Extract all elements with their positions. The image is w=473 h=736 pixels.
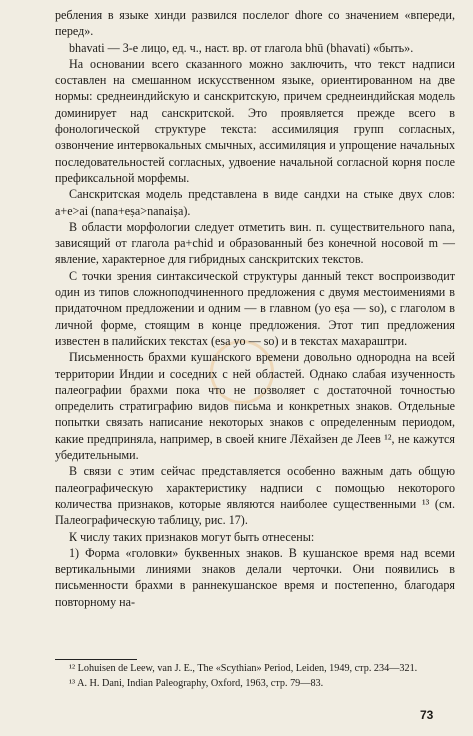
footnote: ¹³ A. H. Dani, Indian Paleography, Oxford, 1963, стр. 79—83. xyxy=(69,677,324,689)
paragraph: bhavati — 3-е лицо, ед. ч., наст. вр. от глагола bhū (bhavati) «быть». xyxy=(69,40,414,55)
paragraph: 1) Форма «головки» буквенных знаков. В кушанское время над всеми вертикальными линиями знаков делали черточки. Они появились в письменности брахми в раннекушанское время и постепенно, благодаря повторному на- xyxy=(55,545,455,609)
paragraph: На основании всего сказанного можно заключить, что текст надписи составлен на смешанном искусственном языке, ориентированном на две нормы: среднеиндийскую и санскритскую, причем среднеиндийская модель доминирует над санскритской. Это проявляется прежде всего в фонологической структуре текста: ассимиляция групп согласных, озвончение интервокальных смычных, ассимиляция и упрощение начальных последовательностей согласных, удвоение начальной согласной корня после префиксальной морфемы. xyxy=(55,56,455,185)
paragraph: ребления в языке хинди развился послелог dhore со значением «впереди, перед». xyxy=(55,8,455,39)
paragraph: К числу таких признаков могут быть отнесены: xyxy=(69,529,315,544)
paragraph: С точки зрения синтаксической структуры данный текст воспроизводит один из типов сложноподчиненного предложения с двумя местоимениями в придаточном предложении и одним — в главном (yo eṣa — so), с глаголом в личной форме, стоящим в конце предложения. Этот тип предложения известен в палийских текстах (esa yo — so) и в текстах махараштри. xyxy=(55,268,455,348)
paragraph: Письменность брахми кушанского времени довольно однородна на всей территории Индии и соседних с ней областей. Однако слабая изученность палеографии брахми пока что не позволяет с достаточной точностью определить стратиграфию видов письма и конкретных знаков. Отдельные попытки связать написание некоторых знаков с определенным периодом, какие предприняла, например, в своей книге Лёхайзен де Леев ¹², не кажутся убедительными. xyxy=(55,350,455,463)
paragraph: Санскритская модель представлена в виде сандхи на стыке двух слов: a+e>ai (nana+eṣa>nanaiṣa). xyxy=(55,187,455,218)
body-text xyxy=(55,7,455,610)
page-number: 73 xyxy=(420,708,434,722)
footnote-divider xyxy=(55,659,137,660)
paragraph: В области морфологии следует отметить вин. п. существительного nana, зависящий от глагола pa+chid и образованный без конечной носовой m — явление, характерное для гибридных санскритских текстов. xyxy=(55,219,455,267)
paragraph: В связи с этим сейчас представляется особенно важным дать общую палеографическую характеристику надписи с помощью некоторого количества признаков, которые являются наиболее существенными ¹³ (см. Палеографическую таблицу, рис. 17). xyxy=(55,464,455,528)
footnotes xyxy=(55,662,455,691)
footnote: ¹² Lohuisen de Leew, van J. E., The «Scythian» Period, Leiden, 1949, стр. 234—321. xyxy=(69,663,418,674)
